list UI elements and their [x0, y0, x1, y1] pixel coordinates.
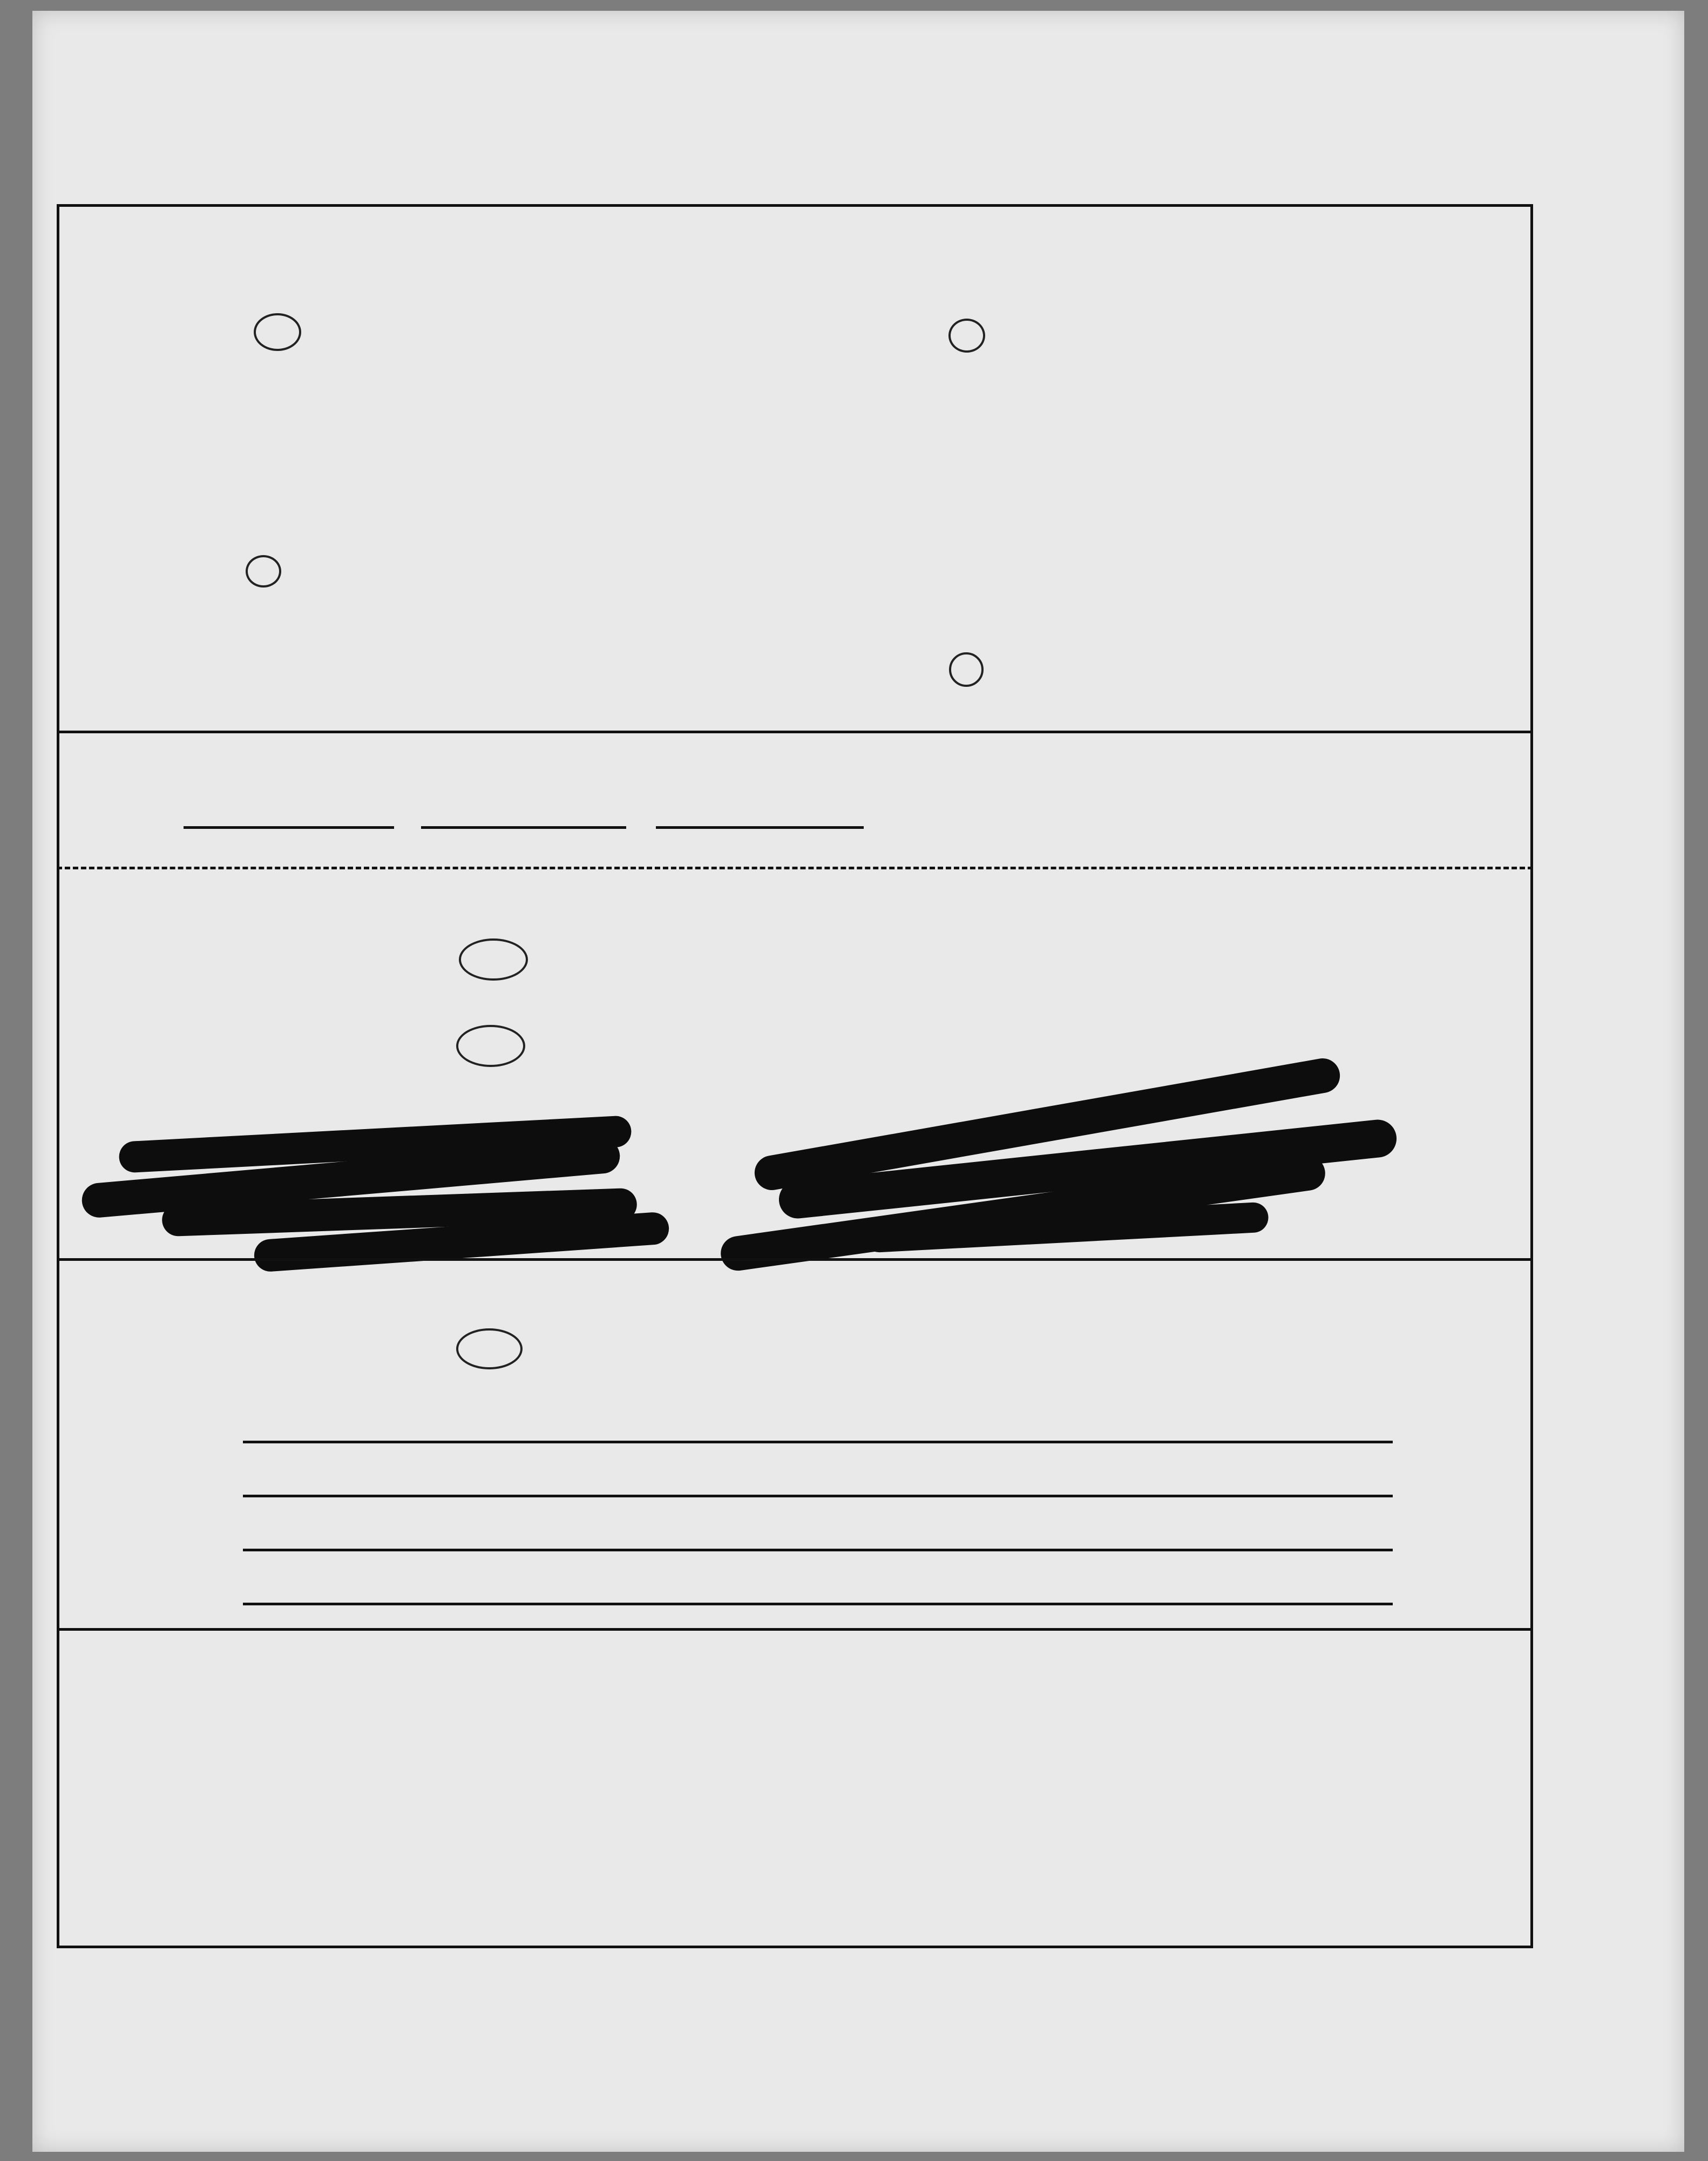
clouds-option-d[interactable] — [265, 413, 302, 442]
date-month-line — [421, 826, 626, 829]
clouds-option-e[interactable] — [265, 445, 302, 475]
q36-1-yes-circle — [456, 1025, 525, 1067]
weather-option-e[interactable] — [259, 683, 297, 712]
wind-option-d[interactable] — [958, 416, 996, 445]
weather-selection-circle — [246, 555, 281, 587]
q37-answer-line-4 — [243, 1603, 1393, 1605]
divider-36-37 — [57, 1258, 1533, 1261]
date-year-line — [656, 826, 864, 829]
wind-selection-circle — [948, 319, 985, 353]
q37-answer-line-2 — [243, 1495, 1393, 1497]
q37-answer-line-1 — [243, 1441, 1393, 1443]
divider-35-36 — [57, 867, 1533, 869]
wind-option-b[interactable] — [958, 351, 996, 380]
q36-yes-circle — [459, 938, 528, 981]
clouds-option-b[interactable] — [265, 348, 302, 377]
q37-answer-line-3 — [243, 1549, 1393, 1551]
temperature-option-c[interactable] — [955, 621, 993, 650]
temperature-selection-circle — [949, 652, 984, 687]
clouds-selection-circle — [254, 313, 301, 351]
temperature-option-e[interactable] — [955, 686, 993, 715]
q37-yes-circle — [456, 1328, 523, 1369]
weather-option-c[interactable] — [259, 618, 297, 647]
temperature-option-a[interactable] — [955, 556, 993, 585]
divider-34-35 — [57, 731, 1533, 733]
temperature-option-b[interactable] — [955, 589, 993, 618]
wind-option-c[interactable] — [958, 383, 996, 413]
weather-option-d[interactable] — [259, 651, 297, 680]
divider-37-38 — [57, 1628, 1533, 1631]
weather-option-b[interactable] — [259, 586, 297, 615]
clouds-option-c[interactable] — [265, 381, 302, 410]
date-day-line — [184, 826, 394, 829]
